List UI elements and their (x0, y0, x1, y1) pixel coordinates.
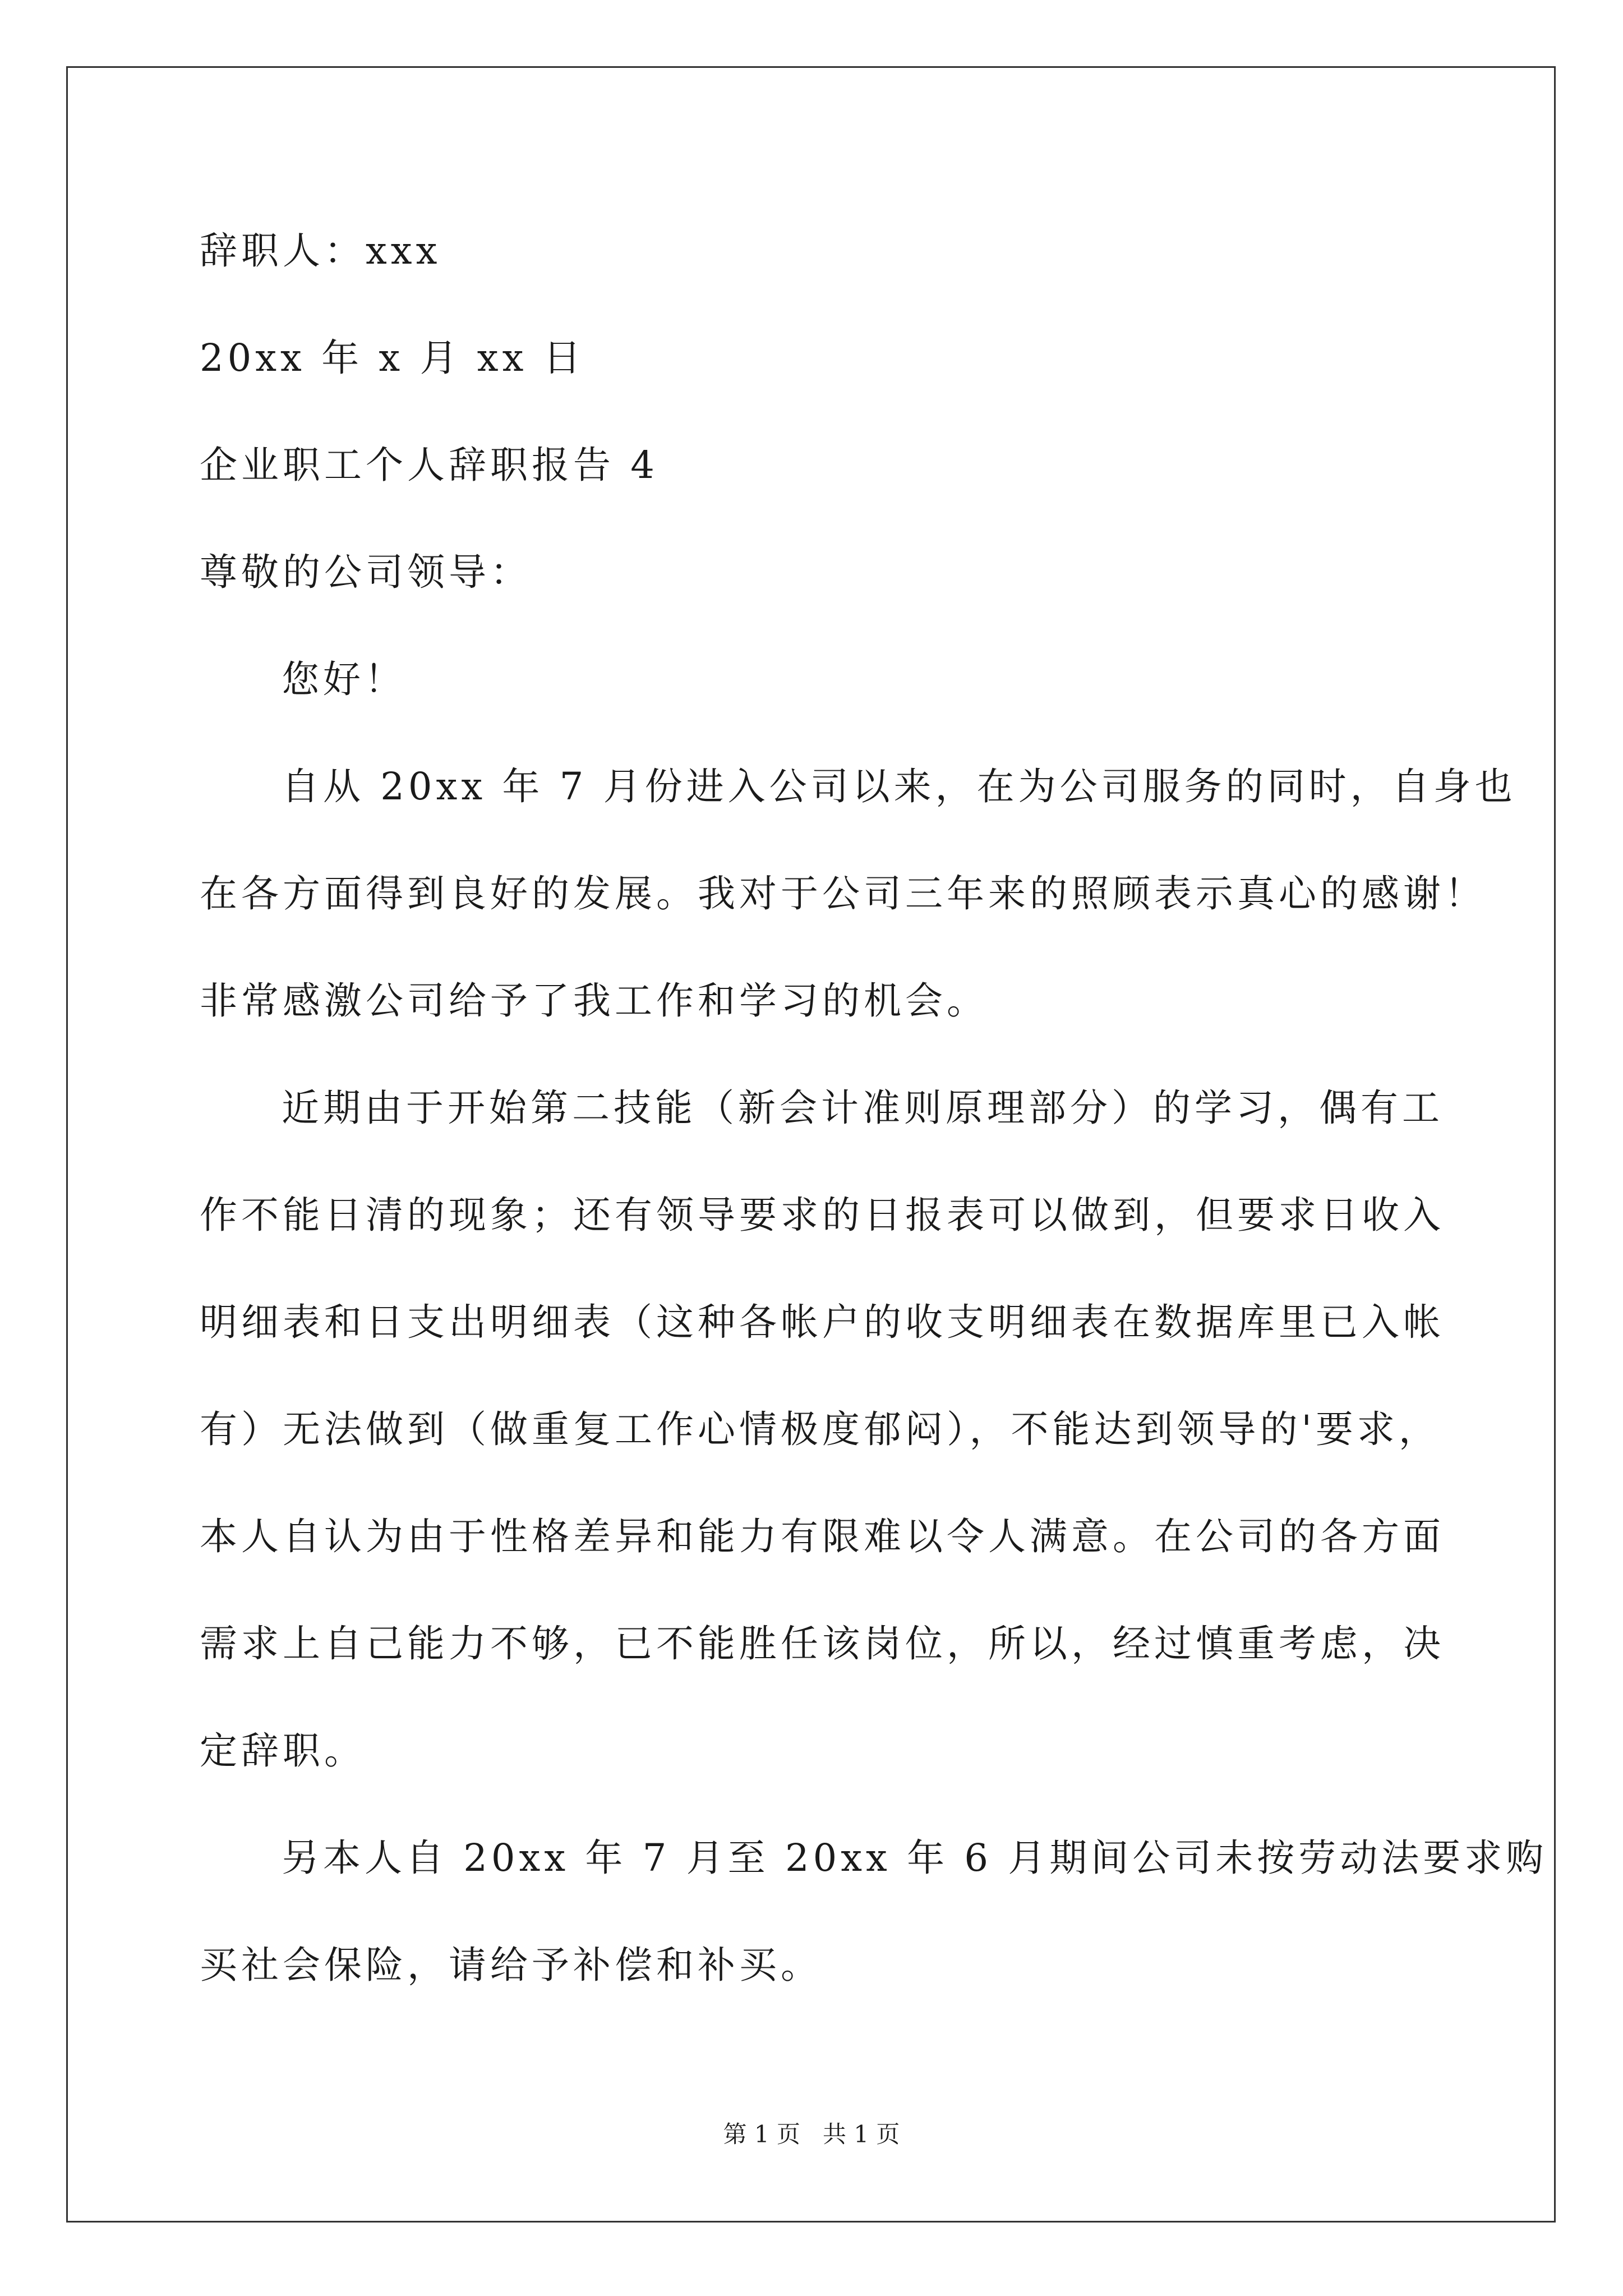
paragraph-line: 买社会保险，请给予补偿和补买。 (200, 1943, 822, 1987)
page-border (66, 66, 1556, 2223)
paragraph-line: 作不能日清的现象；还有领导要求的日报表可以做到，但要求日收入 (200, 1193, 1445, 1237)
report-title: 企业职工个人辞职报告 4 (200, 443, 658, 487)
paragraph-line: 本人自认为由于性格差异和能力有限难以令人满意。在公司的各方面 (200, 1515, 1445, 1558)
page-footer (0, 2120, 1623, 2148)
page-total: 共 1 页 (823, 2120, 900, 2148)
paragraph-line: 近期由于开始第二技能（新会计准则原理部分）的学习，偶有工 (282, 1086, 1444, 1130)
paragraph-line: 有）无法做到（做重复工作心情极度郁闷），不能达到领导的'要求， (200, 1407, 1440, 1451)
page-number: 第 1 页 (723, 2120, 800, 2148)
greeting: 您好！ (282, 657, 406, 701)
salutation: 尊敬的公司领导： (200, 550, 532, 594)
paragraph-line: 在各方面得到良好的发展。我对于公司三年来的照顾表示真心的感谢！ (200, 872, 1486, 915)
paragraph-line: 另本人自 20xx 年 7 月至 20xx 年 6 月期间公司未按劳动法要求购 (282, 1836, 1548, 1880)
resigner-line: 辞职人：xxx (200, 229, 441, 273)
paragraph-line: 明细表和日支出明细表（这种各帐户的收支明细表在数据库里已入帐 (200, 1300, 1445, 1344)
paragraph-line: 定辞职。 (200, 1729, 366, 1773)
paragraph-line: 需求上自己能力不够，已不能胜任该岗位，所以，经过慎重考虑，决 (200, 1622, 1445, 1665)
date-line: 20xx 年 x 月 xx 日 (200, 336, 585, 380)
paragraph-line: 自从 20xx 年 7 月份进入公司以来，在为公司服务的同时，自身也 (282, 765, 1516, 808)
paragraph-line: 非常感激公司给予了我工作和学习的机会。 (200, 979, 988, 1023)
